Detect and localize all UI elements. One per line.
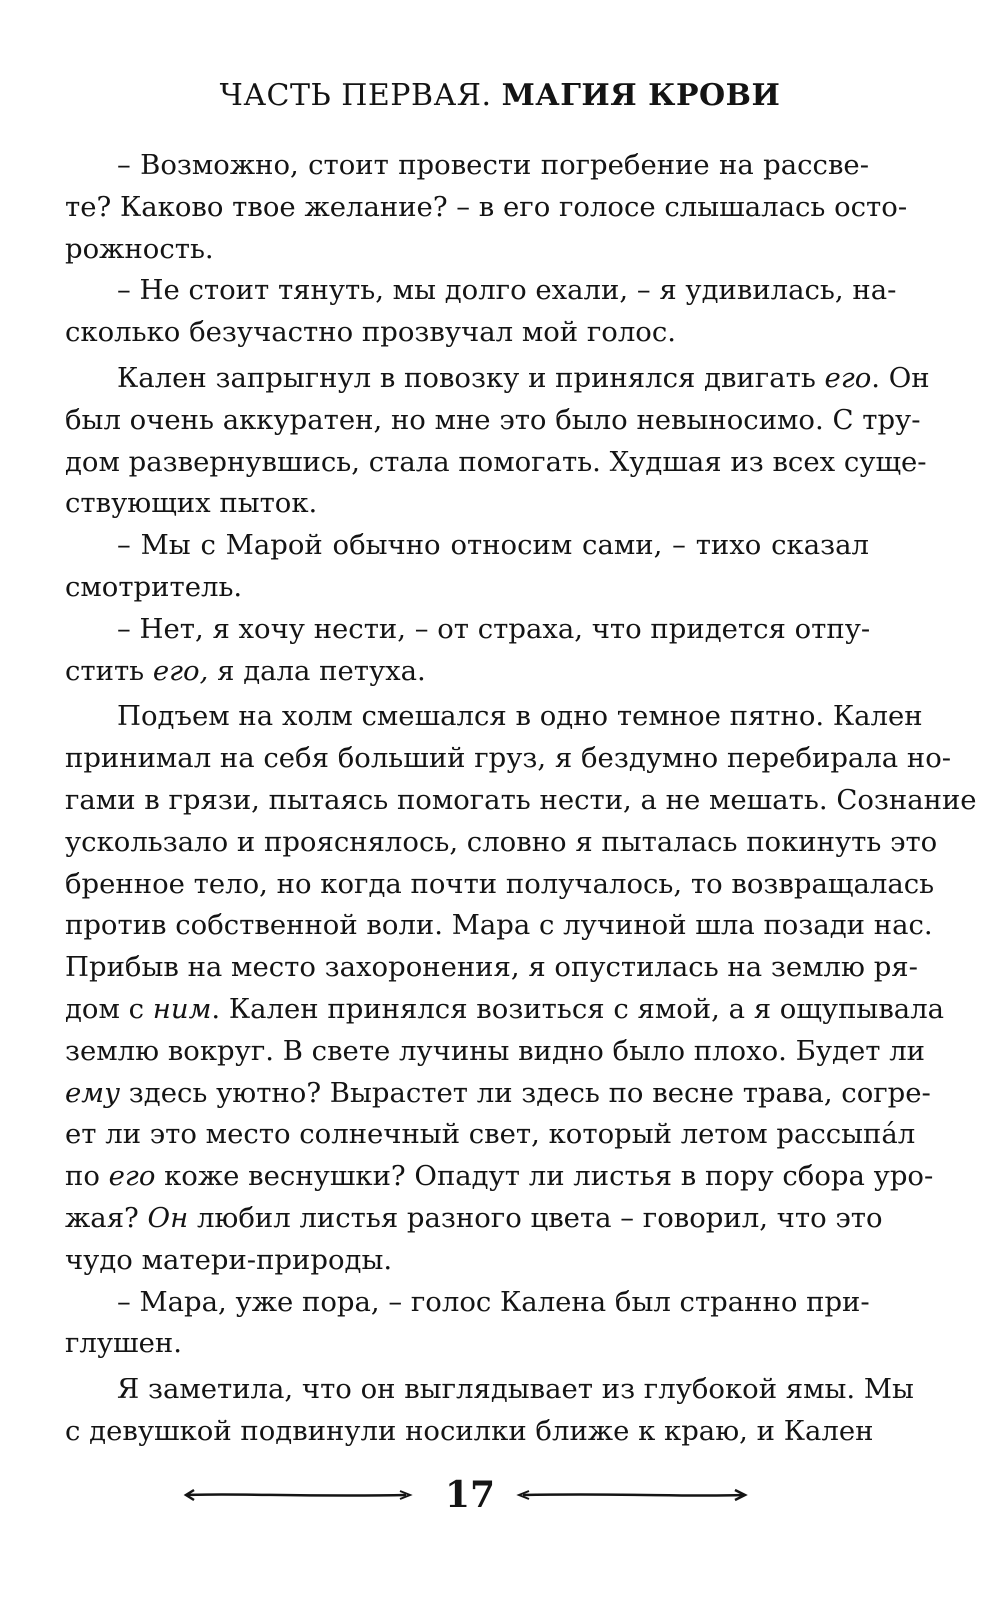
page-footer	[180, 1470, 760, 1520]
left-arrow-ornament	[180, 1470, 420, 1520]
text-line	[65, 1323, 869, 1365]
text-line	[65, 905, 933, 947]
page-number: 17	[444, 1474, 496, 1516]
text-run: жая?	[65, 1201, 148, 1234]
text-run: Подъем на холм смешался в одно темное пятно. Кален	[117, 700, 923, 733]
text-line	[65, 989, 945, 1031]
text-run: – Возможно, стоит провести погребение на рассве-	[117, 149, 869, 181]
text-line	[65, 358, 930, 400]
italic-text: ему	[65, 1076, 121, 1109]
text-line	[65, 738, 952, 780]
text-line	[65, 1198, 883, 1240]
running-head-title: МАГИЯ КРОВИ	[501, 78, 781, 113]
text-line	[65, 525, 869, 567]
italic-text: его	[108, 1160, 156, 1193]
text-run: по	[65, 1160, 109, 1193]
text-line	[65, 864, 935, 906]
italic-text: Он	[147, 1201, 189, 1234]
text-run: ет ли это место солнечный свет, который летом рассыпа́л	[65, 1118, 916, 1151]
text-line	[65, 270, 897, 312]
text-run: коже веснушки? Опадут ли листья в пору сбора уро-	[155, 1160, 934, 1193]
text-run: Кален запрыгнул в повозку и принялся двигать	[117, 361, 825, 394]
text-line	[65, 1031, 926, 1073]
text-run: . Кален принялся возиться с ямой, а я ощупывала	[211, 992, 945, 1025]
text-run: . Он	[871, 361, 930, 394]
right-arrow-ornament	[515, 1470, 755, 1520]
text-run: – Не стоит тянуть, мы долго ехали, – я удивилась, на-	[117, 274, 897, 307]
text-line	[65, 1240, 869, 1282]
text-run: ствующих пыток.	[65, 487, 318, 520]
text-line	[65, 567, 869, 609]
text-run: дом с	[65, 992, 153, 1025]
text-line	[65, 400, 921, 442]
text-line	[65, 696, 923, 738]
text-run: чудо матери-природы.	[65, 1243, 393, 1276]
italic-text: его,	[152, 654, 209, 687]
text-line	[65, 1073, 931, 1115]
text-line	[65, 187, 908, 229]
italic-text: его	[824, 361, 872, 394]
text-line	[65, 442, 927, 484]
text-run: – Нет, я хочу нести, – от страха, что придется отпу-	[117, 612, 871, 645]
text-run: я дала петуха.	[208, 654, 426, 687]
text-run: стить	[65, 654, 153, 687]
running-head-part: ЧАСТЬ ПЕРВАЯ.	[219, 78, 492, 113]
text-line	[65, 609, 869, 651]
text-run: с девушкой подвинули носилки ближе к краю, и Кален	[65, 1414, 874, 1447]
text-line	[65, 145, 869, 187]
text-line	[65, 312, 869, 354]
text-run: дом развернувшись, стала помогать. Худшая из всех суще-	[65, 445, 927, 478]
text-run: был очень аккуратен, но мне это было невыносимо. С тру-	[65, 403, 921, 436]
text-run: – Мы с Марой обычно относим сами, – тихо сказал	[117, 529, 869, 562]
text-run: против собственной воли. Мара с лучиной шла позади нас.	[65, 909, 933, 942]
text-run: Прибыв на место захоронения, я опустилась на землю ря-	[65, 951, 918, 984]
text-line	[65, 1156, 934, 1198]
body-text	[65, 145, 977, 1453]
running-head	[0, 78, 1000, 113]
text-line	[65, 1114, 916, 1156]
text-line	[65, 1411, 874, 1453]
text-run: Я заметила, что он выглядывает из глубокой ямы. Мы	[117, 1373, 914, 1406]
text-run: землю вокруг. В свете лучины видно было плохо. Будет ли	[65, 1034, 926, 1067]
text-line	[65, 780, 977, 822]
text-run: смотритель.	[65, 570, 243, 603]
text-run: гами в грязи, пытаясь помогать нести, а не мешать. Сознание	[65, 783, 977, 816]
text-run: бренное тело, но когда почти получалось, то возвращалась	[65, 867, 935, 900]
text-run: здесь уютно? Вырастет ли здесь по весне трава, согре-	[120, 1076, 931, 1109]
text-line	[65, 651, 869, 693]
text-line	[65, 1369, 914, 1411]
text-run: те? Каково твое желание? – в его голосе слышалась осто-	[65, 190, 908, 223]
text-line	[65, 229, 869, 271]
text-run: сколько безучастно прозвучал мой голос.	[65, 316, 676, 349]
italic-text: ним	[152, 992, 212, 1025]
text-run: рожность.	[65, 232, 214, 265]
text-line	[65, 1282, 869, 1324]
text-line	[65, 947, 918, 989]
text-run: принимал на себя больший груз, я бездумно перебирала но-	[65, 742, 952, 775]
text-run: – Мара, уже пора, – голос Калена был странно при-	[117, 1285, 870, 1318]
text-run: любил листья разного цвета – говорил, что это	[188, 1201, 883, 1234]
text-line	[65, 483, 869, 525]
text-line	[65, 822, 938, 864]
text-run: ускользало и прояснялось, словно я пыталась покинуть это	[65, 825, 938, 858]
text-run: глушен.	[65, 1327, 182, 1360]
